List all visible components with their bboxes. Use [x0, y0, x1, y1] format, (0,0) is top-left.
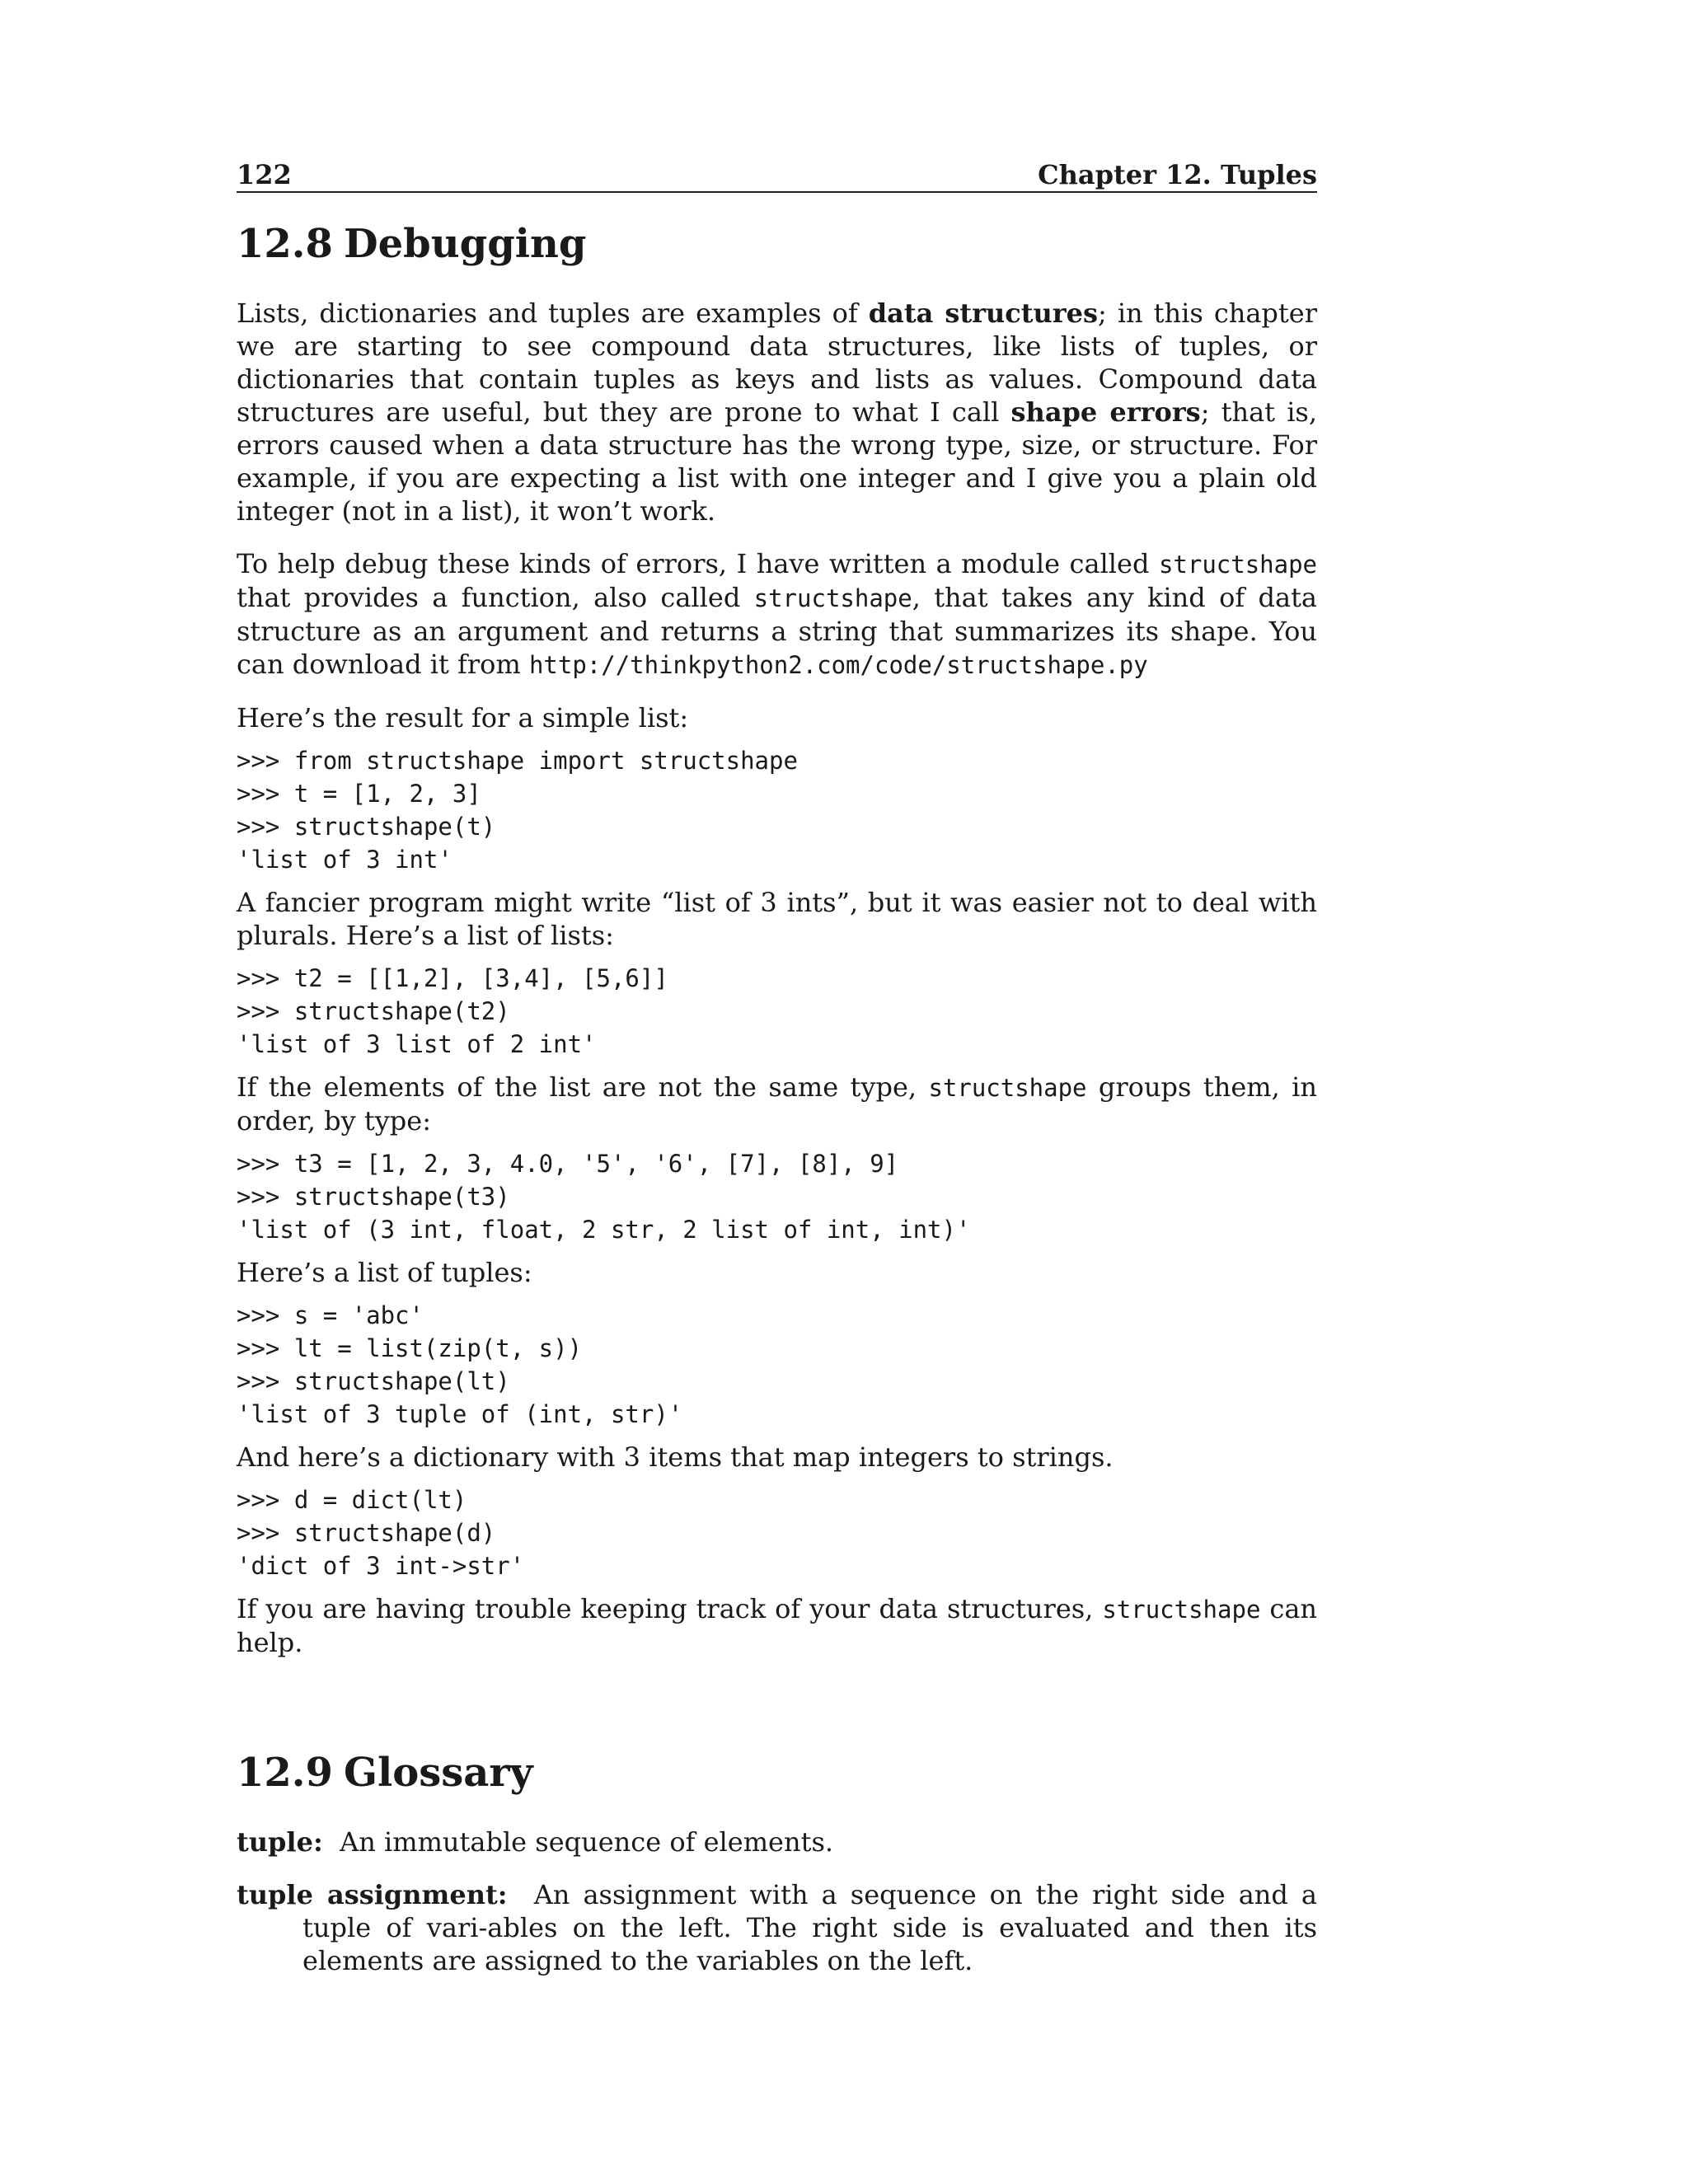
- code-block-mixed-types: [237, 1147, 1317, 1246]
- code-line: 'dict of 3 int->str': [237, 1552, 525, 1580]
- code-line: 'list of 3 list of 2 int': [237, 1030, 597, 1058]
- code-block-simple-list: [237, 744, 1317, 876]
- text-span: , that takes any kind of data structure as an argument and returns a string that summarizes its shape. You can download it from: [237, 582, 1318, 680]
- paragraph-list-of-lists: A fancier program might write “list of 3 ints”, but it was easier not to deal with plurals. Here’s a list of lists:: [237, 887, 1317, 951]
- code-line: >>> t = [1, 2, 3]: [237, 780, 481, 808]
- text-span: To help debug these kinds of errors, I have written a module called: [237, 548, 1159, 579]
- glossary-entry: [237, 1825, 1317, 1858]
- bold-term: shape errors: [1010, 396, 1201, 428]
- code-line: >>> t3 = [1, 2, 3, 4.0, '5', '6', [7], [8], 9]: [237, 1150, 899, 1178]
- paragraph-data-structures: [237, 297, 1317, 527]
- bold-term: data structures: [868, 298, 1099, 329]
- text-span: If the elements of the list are not the same type,: [237, 1071, 929, 1103]
- text-span: groups them, in order, by type:: [237, 1071, 1318, 1137]
- code-line: >>> structshape(t2): [237, 997, 510, 1025]
- section-heading-glossary: [237, 1750, 1317, 1796]
- glossary-entry: [237, 1878, 1317, 1977]
- paragraph-structshape-help: [237, 1592, 1317, 1659]
- code-line: >>> lt = list(zip(t, s)): [237, 1334, 583, 1362]
- paragraph-structshape-intro: [237, 547, 1317, 682]
- paragraph-list-of-tuples: Here’s a list of tuples:: [237, 1257, 532, 1288]
- code-line: >>> s = 'abc': [237, 1301, 424, 1329]
- text-span: Lists, dictionaries and tuples are examples of: [237, 298, 869, 329]
- running-header: [237, 157, 1317, 193]
- text-span: can help.: [237, 1593, 1318, 1658]
- code-block-dictionary: [237, 1483, 1317, 1582]
- page-number: 122: [237, 159, 292, 190]
- glossary-term: tuple assignment:: [237, 1879, 508, 1910]
- inline-code: structshape: [753, 584, 912, 612]
- glossary-term: tuple:: [237, 1826, 323, 1858]
- code-line: 'list of (3 int, float, 2 str, 2 list of int, int)': [237, 1216, 971, 1244]
- code-line: >>> structshape(t): [237, 813, 496, 841]
- section-number: 12.9: [237, 1750, 333, 1796]
- section-heading-debugging: [237, 221, 1317, 267]
- glossary-definition: An immutable sequence of elements.: [340, 1826, 834, 1858]
- code-line: >>> t2 = [[1,2], [3,4], [5,6]]: [237, 964, 668, 992]
- code-line: >>> structshape(t3): [237, 1183, 510, 1211]
- paragraph-dictionary: And here’s a dictionary with 3 items that map integers to strings.: [237, 1441, 1114, 1473]
- inline-code: structshape: [928, 1074, 1087, 1102]
- section-title-text: Debugging: [344, 221, 587, 267]
- code-line: >>> d = dict(lt): [237, 1486, 467, 1514]
- section-number: 12.8: [237, 221, 333, 267]
- code-block-list-of-lists: [237, 962, 1317, 1061]
- text-span: ; that is, errors caused when a data structure has the wrong type, size, or structure. For example, if you are expecting a list with one integer and I give you a plain old integer (not in a list), it won’t work.: [237, 396, 1318, 527]
- paragraph-simple-list: Here’s the result for a simple list:: [237, 702, 689, 733]
- inline-code: structshape: [1102, 1596, 1261, 1624]
- text-span: that provides a function, also called: [237, 582, 754, 613]
- code-line: >>> structshape(d): [237, 1519, 496, 1547]
- inline-code: structshape: [1158, 551, 1317, 579]
- code-line: 'list of 3 tuple of (int, str)': [237, 1400, 683, 1428]
- code-line: >>> structshape(lt): [237, 1367, 510, 1395]
- section-title-text: Glossary: [344, 1750, 533, 1796]
- code-block-list-of-tuples: [237, 1299, 1317, 1431]
- paragraph-mixed-types: [237, 1071, 1317, 1137]
- glossary-definition: An assignment with a sequence on the right side and a tuple of vari-ables on the left. The right side is evaluated and then its elements are assigned to the variables on the left.: [302, 1879, 1317, 1976]
- code-line: >>> from structshape import structshape: [237, 747, 798, 775]
- book-page: [237, 157, 1317, 1997]
- code-line: 'list of 3 int': [237, 846, 452, 874]
- download-url[interactable]: http://thinkpython2.com/code/structshape.py: [528, 651, 1148, 679]
- text-span: ; in this chapter we are starting to see compound data structures, like lists of tuples, or dictionaries that contain tuples as keys and lists as values. Compound data structures are useful, but they are prone to what I call: [237, 298, 1318, 428]
- section-spacer: [237, 1679, 1317, 1722]
- text-span: If you are having trouble keeping track of your data structures,: [237, 1593, 1103, 1624]
- chapter-title: Chapter 12. Tuples: [1038, 159, 1317, 190]
